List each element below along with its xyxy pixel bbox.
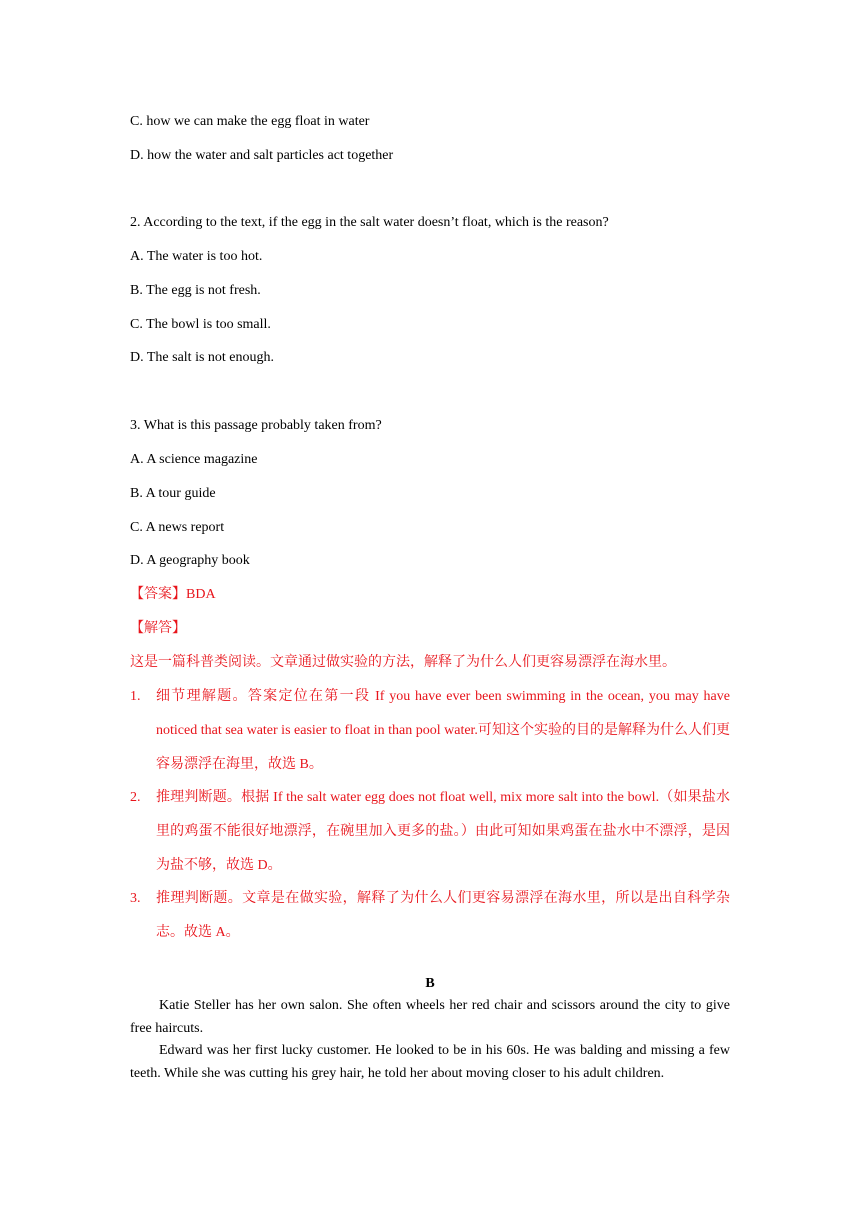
q2-option-c: C. The bowl is too small. <box>130 317 271 332</box>
q2-option-d: D. The salt is not enough. <box>130 350 275 365</box>
item-number: 2. <box>130 790 141 805</box>
item-text: 推理判断题。文章是在做实验，解释了为什么人们更容易漂浮在海水里，所以是出自科学杂志。故选 A。 <box>156 891 730 940</box>
item-number: 1. <box>130 689 141 704</box>
section-b-paragraph-1: Katie Steller has her own salon. She often wheels her red chair and scissors around the city to give free haircuts. <box>130 998 730 1036</box>
q3-option-a: A. A science magazine <box>130 452 258 467</box>
section-b-paragraph-2: Edward was her first lucky customer. He looked to be in his 60s. He was balding and missing a few teeth. While she was cutting his grey hair, he told her about moving closer to his adult children. <box>130 1043 730 1081</box>
q2-option-a: A. The water is too hot. <box>130 249 263 264</box>
q1-option-d: D. how the water and salt particles act together <box>130 148 394 163</box>
explanation-label: 【解答】 <box>130 621 186 636</box>
q3-option-d: D. A geography book <box>130 553 250 568</box>
section-b-heading: B <box>425 976 435 991</box>
q3-stem: 3. What is this passage probably taken from? <box>130 418 382 433</box>
q2-stem: 2. According to the text, if the egg in the salt water doesn’t float, which is the reason? <box>130 215 609 230</box>
explanation-intro: 这是一篇科普类阅读。文章通过做实验的方法，解释了为什么人们更容易漂浮在海水里。 <box>130 655 676 670</box>
item-number: 3. <box>130 891 141 906</box>
item-text: 细节理解题。答案定位在第一段 If you have ever been swimming in the ocean, you may have noticed that sea water is easier to float in than pool water.可知这个实验的目的是解释为什么人们更容易漂浮在海里，故选 B。 <box>156 689 730 772</box>
item-text: 推理判断题。根据 If the salt water egg does not float well, mix more salt into the bowl.（如果盐水里的鸡蛋不能很好地漂浮，在碗里加入更多的盐。）由此可知如果鸡蛋在盐水中不漂浮，是因为盐不够，故选 D。 <box>156 790 730 873</box>
q3-option-b: B. A tour guide <box>130 486 216 501</box>
q2-option-b: B. The egg is not fresh. <box>130 283 261 298</box>
answer-key: 【答案】BDA <box>130 587 216 602</box>
q3-option-c: C. A news report <box>130 520 225 535</box>
q1-option-c: C. how we can make the egg float in water <box>130 114 370 129</box>
